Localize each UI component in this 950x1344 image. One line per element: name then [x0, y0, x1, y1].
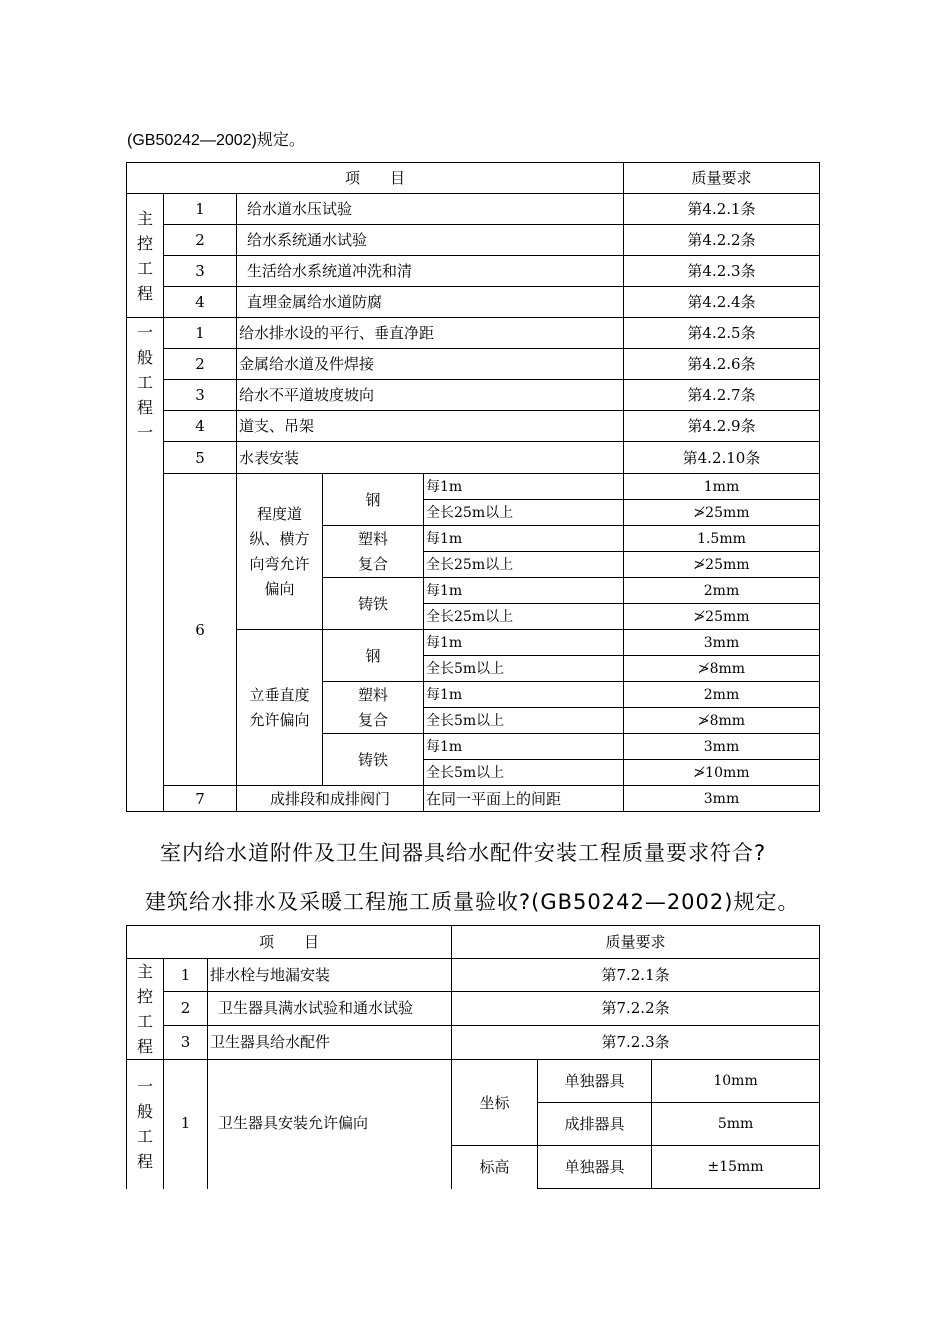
table-row	[127, 287, 820, 318]
row-number: 1	[164, 318, 237, 349]
table-row	[127, 256, 820, 287]
row-name: 给水道水压试验	[237, 194, 624, 225]
header-requirement: 质量要求	[624, 163, 820, 194]
row-number: 5	[164, 442, 237, 474]
main-control-label: 主控工程	[127, 194, 164, 318]
row-requirement: 第4.2.7条	[624, 380, 820, 411]
material-iron: 铸铁	[323, 578, 424, 630]
table-row	[127, 318, 820, 349]
material-steel: 钢	[323, 474, 424, 526]
material-iron: 铸铁	[323, 734, 424, 786]
row-number: 4	[164, 287, 237, 318]
row-name: 卫生器具满水试验和通水试验	[208, 992, 452, 1025]
value: 2mm	[624, 578, 820, 604]
value: ≯10mm	[624, 760, 820, 786]
material-steel: 钢	[323, 630, 424, 682]
row-requirement: 第4.2.2条	[624, 225, 820, 256]
table-row	[127, 225, 820, 256]
value: 1.5mm	[624, 526, 820, 552]
condition: 在同一平面上的间距	[424, 786, 624, 812]
vertical-deviation-label: 立垂直度允许偏向	[237, 630, 323, 786]
condition: 全长5m以上	[424, 656, 624, 682]
quality-table-1	[126, 162, 820, 812]
row-name: 卫生器具安装允许偏向	[208, 1060, 452, 1189]
row-name: 给水不平道坡度坡向	[237, 380, 624, 411]
row-number: 1	[164, 1060, 208, 1189]
row-requirement: 第4.2.5条	[624, 318, 820, 349]
condition: 每1m	[424, 630, 624, 656]
condition: 每1m	[424, 526, 624, 552]
value: 3mm	[624, 630, 820, 656]
table-row	[127, 992, 820, 1025]
row-requirement: 第4.2.1条	[624, 194, 820, 225]
row-requirement: 第4.2.9条	[624, 411, 820, 442]
material-plastic: 塑料复合	[323, 526, 424, 578]
condition: 每1m	[424, 734, 624, 760]
value: ≯25mm	[624, 604, 820, 630]
row-name: 卫生器具给水配件	[208, 1025, 452, 1059]
fixture-type: 单独器具	[538, 1060, 652, 1103]
condition: 全长25m以上	[424, 552, 624, 578]
condition: 每1m	[424, 474, 624, 500]
condition: 全长5m以上	[424, 760, 624, 786]
condition: 全长25m以上	[424, 500, 624, 526]
horizontal-deviation-label: 程度道纵、横方向弯允许偏向	[237, 474, 323, 630]
table-row	[127, 349, 820, 380]
row-requirement: 第4.2.3条	[624, 256, 820, 287]
table-row	[127, 194, 820, 225]
table-row	[127, 959, 820, 992]
row-requirement: 第4.2.10条	[624, 442, 820, 474]
fixture-type: 单独器具	[538, 1146, 652, 1189]
header-requirement: 质量要求	[452, 926, 820, 959]
table-header-row	[127, 163, 820, 194]
row-name: 水表安装	[237, 442, 624, 474]
row-number: 3	[164, 256, 237, 287]
table-header-row	[127, 926, 820, 959]
row-name: 给水排水设的平行、垂直净距	[237, 318, 624, 349]
table-row	[127, 380, 820, 411]
row-requirement: 第4.2.4条	[624, 287, 820, 318]
value: ±15mm	[652, 1146, 820, 1189]
row-requirement: 第4.2.6条	[624, 349, 820, 380]
table-row	[127, 1025, 820, 1059]
row-number: 2	[164, 992, 208, 1025]
row-number: 3	[164, 1025, 208, 1059]
row-name: 给水系统通水试验	[237, 225, 624, 256]
row-name: 排水栓与地漏安装	[208, 959, 452, 992]
condition: 全长25m以上	[424, 604, 624, 630]
main-control-label: 主控工程	[127, 959, 164, 1060]
value: 2mm	[624, 682, 820, 708]
row-name: 直埋金属给水道防腐	[237, 287, 624, 318]
quality-table-2	[126, 925, 820, 1189]
condition: 每1m	[424, 578, 624, 604]
value: 3mm	[624, 786, 820, 812]
header-item: 项 目	[127, 926, 452, 959]
section-heading-line-1: 室内给水道附件及卫生间器具给水配件安装工程质量要求符合?	[160, 841, 767, 865]
section-heading-line-2: 建筑给水排水及采暖工程施工质量验收?(GB50242—2002)规定。	[145, 890, 800, 914]
row-name: 成排段和成排阀门	[237, 786, 424, 812]
condition: 全长5m以上	[424, 708, 624, 734]
value: ≯8mm	[624, 708, 820, 734]
row-number: 7	[164, 786, 237, 812]
material-plastic: 塑料复合	[323, 682, 424, 734]
value: 3mm	[624, 734, 820, 760]
elevation-label: 标高	[452, 1146, 538, 1189]
value: 1mm	[624, 474, 820, 500]
table-row	[127, 442, 820, 474]
row-requirement: 第7.2.1条	[452, 959, 820, 992]
table-row	[127, 411, 820, 442]
value: 10mm	[652, 1060, 820, 1103]
row-number: 4	[164, 411, 237, 442]
general-label: 一般工程	[127, 1060, 164, 1189]
row-number: 1	[164, 194, 237, 225]
row-number: 2	[164, 349, 237, 380]
coordinate-label: 坐标	[452, 1060, 538, 1146]
value: ≯25mm	[624, 552, 820, 578]
header-item: 项 目	[127, 163, 624, 194]
table-row	[127, 1060, 820, 1103]
general-label: 一般工程一	[127, 318, 164, 812]
row-number: 3	[164, 380, 237, 411]
intro-text: (GB50242—2002)规定。	[127, 132, 305, 149]
row-number: 1	[164, 959, 208, 992]
fixture-type: 成排器具	[538, 1103, 652, 1146]
value: ≯8mm	[624, 656, 820, 682]
row-requirement: 第7.2.2条	[452, 992, 820, 1025]
row-number: 2	[164, 225, 237, 256]
row-name: 道支、吊架	[237, 411, 624, 442]
table-row	[127, 474, 820, 500]
condition: 每1m	[424, 682, 624, 708]
value: 5mm	[652, 1103, 820, 1146]
row-name: 生活给水系统道冲洗和清	[237, 256, 624, 287]
value: ≯25mm	[624, 500, 820, 526]
table-row	[127, 786, 820, 812]
row-number: 6	[164, 474, 237, 786]
row-name: 金属给水道及件焊接	[237, 349, 624, 380]
row-requirement: 第7.2.3条	[452, 1025, 820, 1059]
